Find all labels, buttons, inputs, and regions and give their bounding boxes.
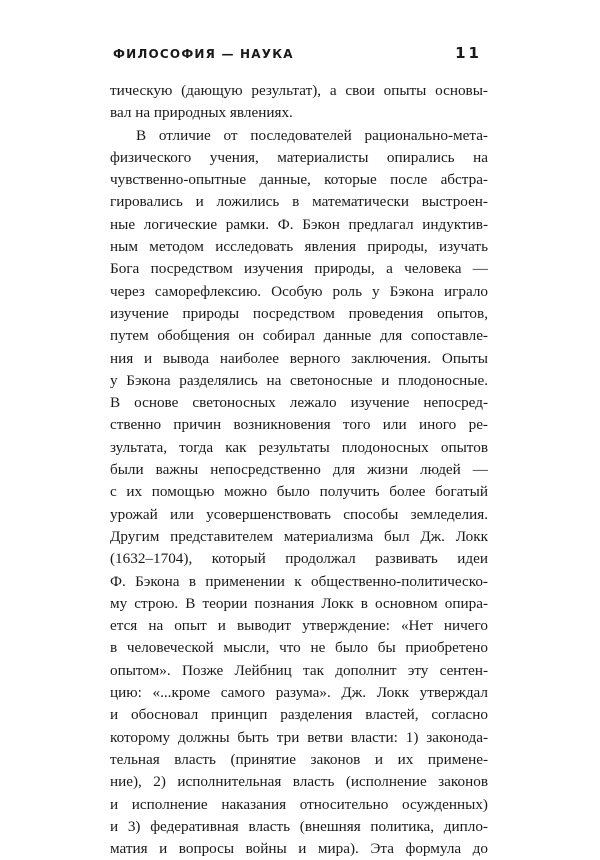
text-line: были важны непосредственно для жизни людей — (110, 461, 488, 479)
text-line: В основе светоносных лежало изучение непосред- (110, 394, 488, 412)
text-line: и обосновал принцип разделения властей, согласно (110, 706, 488, 724)
text-line: (1632–1704), который продолжал развивать идеи (110, 550, 488, 568)
text-line: путем обобщения он собирал данные для сопоставле- (110, 327, 488, 345)
text-line: чувственно-опытные данные, которые после абстра- (110, 171, 488, 189)
text-line: у Бэкона разделялись на светоносные и плодоносные. (110, 371, 488, 389)
text-line: Бога посредством изучения природы, а человека — (110, 260, 488, 278)
text-line: В отличие от последователей рационально-мета- (136, 126, 488, 144)
text-line: ным методом исследовать явления природы, изучать (110, 238, 488, 256)
text-line: гировались и ложились в математически выстроен- (110, 193, 488, 211)
paragraph-2 (110, 125, 488, 860)
text-line: ственно причин возникновения того или иного ре- (110, 416, 488, 434)
text-line: которому должны быть три ветви власти: 1) законода- (110, 728, 488, 746)
text-line: вал на природных явлениях. (110, 104, 293, 122)
text-line: физического учения, материалисты опирались на (110, 148, 488, 166)
text-line: ется на опыт и выводит утверждение: «Нет ничего (110, 617, 488, 635)
text-line: ния и вывода наиболее верного заключения. Опыты (110, 349, 488, 367)
text-line: через саморефлексию. Особую роль у Бэкона играло (110, 282, 488, 300)
text-line: Другим представителем материализма был Дж. Локк (110, 527, 488, 545)
text-line: изучение природы посредством проведения опытов, (110, 304, 488, 322)
running-title: ФИЛОСОФИЯ — НАУКА (113, 47, 294, 61)
text-line: му строю. В теории познания Локк в основном опира- (110, 594, 488, 612)
text-line: урожай или усовершенствовать способы земледелия. (110, 505, 488, 523)
body-text (110, 80, 488, 860)
text-line: и 3) федеративная власть (внешняя политика, дипло- (110, 817, 488, 835)
text-line: Ф. Бэкона в применении к общественно-политическо- (110, 572, 488, 590)
text-line: тельная власть (принятие законов и их примене- (110, 750, 488, 768)
text-line: матия и вопросы войны и мира). Эта формула до (110, 840, 488, 858)
text-line: с их помощью можно было получить более богатый (110, 483, 488, 501)
text-line: цию: «...кроме самого разума». Дж. Локк утверждал (110, 684, 488, 702)
text-line: ние), 2) исполнительная власть (исполнение законов (110, 773, 488, 791)
text-line: тическую (дающую результат), а свои опыты основы- (110, 82, 488, 99)
paragraph-1 (110, 80, 488, 125)
running-head (113, 44, 482, 64)
page-number: 11 (455, 44, 482, 62)
text-line: зультата, тогда как результаты плодоносных опытов (110, 438, 488, 456)
text-line: в человеческой мысли, что не было бы приобретено (110, 639, 488, 657)
text-line: ные логические рамки. Ф. Бэкон предлагал индуктив- (110, 215, 488, 233)
text-line: и исполнение наказания относительно осужденных) (110, 795, 488, 813)
text-line: опытом». Позже Лейбниц так дополнит эту сентен- (110, 661, 488, 679)
